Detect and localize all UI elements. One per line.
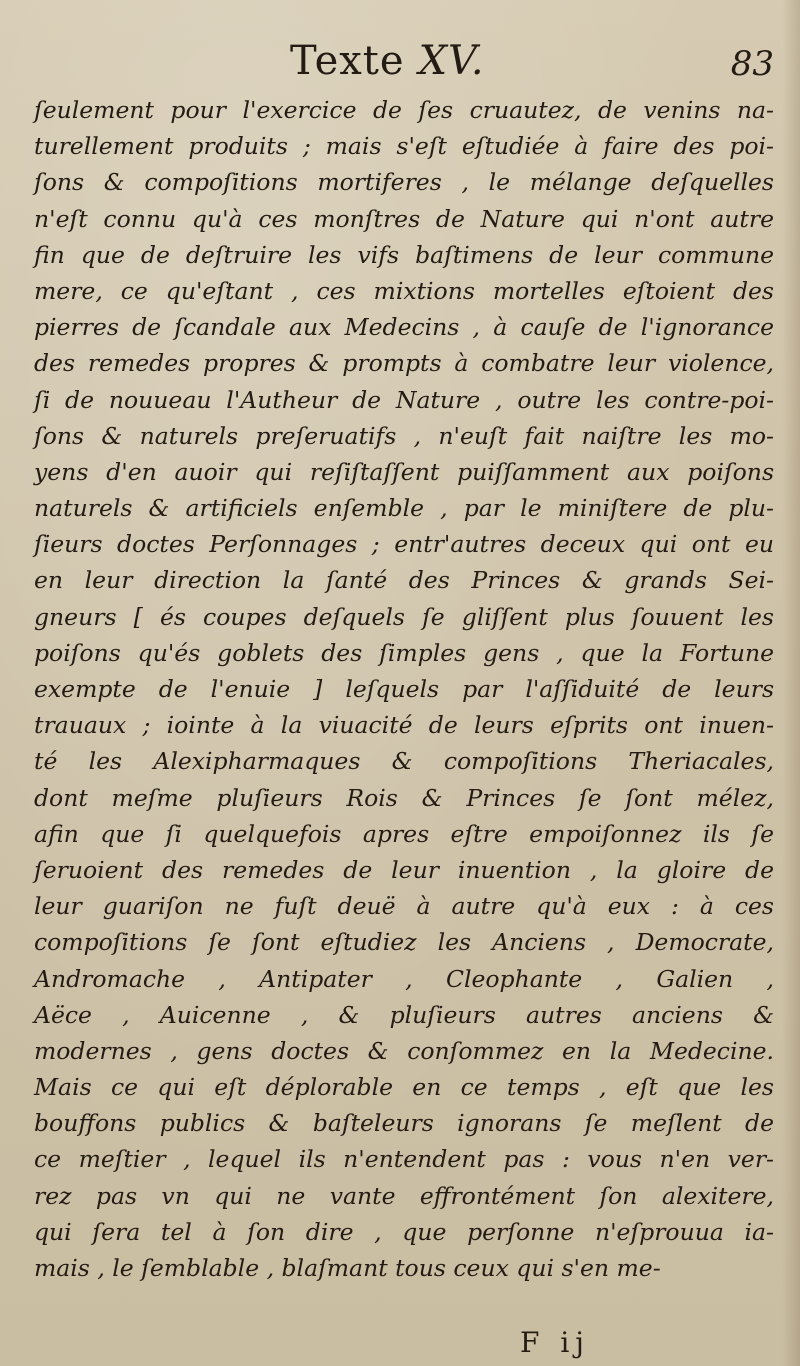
text-line: exempte de l'enuie ] leſquels par l'aſſiduité de leurs <box>34 675 774 703</box>
text-line: ſons & naturels preſeruatifs , n'euſt fait naiſtre les mo- <box>34 421 774 450</box>
text-line: naturels & artificiels enſemble , par le miniſtere de plu- <box>34 494 774 523</box>
text-line: ſeruoient des remedes de leur inuention , la gloire de <box>34 855 774 884</box>
text-line: mere, ce qu'eſtant , ces mixtions mortelles eſtoient des <box>34 276 774 305</box>
text-line: turellement produits ; mais s'eſt eſtudiée à faire des poi- <box>34 132 774 161</box>
text-line: des remedes propres & prompts à combatre leur violence, <box>34 349 774 378</box>
text-line: yens d'en auoir qui reſiſtaſſent puiſſamment aux poiſons <box>34 457 774 486</box>
signature-mark: F ij <box>520 1326 590 1359</box>
text-line: Mais ce qui eſt déplorable en ce temps , eſt que les <box>34 1073 774 1102</box>
text-line: dont meſme pluſieurs Rois & Princes ſe ſont mélez, <box>34 783 774 812</box>
text-line: Aëce , Auicenne , & pluſieurs autres anciens & <box>34 1000 774 1029</box>
text-line: afin que ſi quelquefois apres eſtre empoiſonnez ils ſe <box>34 819 774 848</box>
text-line: compoſitions ſe ſont eſtudiez les Anciens , Democrate, <box>34 928 774 957</box>
text-line: gneurs [ és coupes deſquels ſe gliſſent plus ſouuent les <box>34 602 774 631</box>
text-line: ſons & compoſitions mortiferes , le mélange deſquelles <box>34 168 774 197</box>
text-line: ſieurs doctes Perſonnages ; entr'autres deceux qui ont eu <box>34 530 774 559</box>
text-line: leur guariſon ne fuſt deuë à autre qu'à eux : à ces <box>34 892 774 921</box>
text-line: modernes , gens doctes & conſommez en la Medecine. <box>34 1036 774 1065</box>
text-line: ſeulement pour l'exercice de ſes cruautez, de venins na- <box>34 96 774 124</box>
text-line: Andromache , Antipater , Cleophante , Galien , <box>34 964 774 993</box>
text-line: té les Alexipharmaques & compoſitions Theriacales, <box>34 747 774 776</box>
text-line: fin que de deſtruire les vifs baſtimens de leur commune <box>34 240 774 269</box>
text-line: n'eſt connu qu'à ces monſtres de Nature qui n'ont autre <box>34 204 774 233</box>
page-number: 83 <box>730 44 774 84</box>
text-line: ce meſtier , lequel ils n'entendent pas : vous n'en ver- <box>34 1145 774 1174</box>
body-text <box>34 92 774 1286</box>
title-word: Texte <box>290 38 405 84</box>
text-line: pierres de ſcandale aux Medecins , à cauſe de l'ignorance <box>34 313 774 342</box>
text-line: mais , le ſemblable , blaſmant tous ceux qui s'en me- <box>34 1254 661 1282</box>
text-line: bouffons publics & baſteleurs ignorans ſe meſlent de <box>34 1109 774 1138</box>
running-head <box>0 38 800 94</box>
page-title <box>290 38 485 84</box>
text-line: qui ſera tel à ſon dire , que perſonne n'eſprouua ia- <box>34 1217 774 1246</box>
text-line: ſi de nouueau l'Autheur de Nature , outre les contre-poi- <box>34 385 774 414</box>
text-line: rez pas vn qui ne vante effrontément ſon alexitere, <box>34 1181 774 1210</box>
text-line: trauaux ; iointe à la viuacité de leurs eſprits ont inuen- <box>34 711 774 740</box>
title-numeral: XV. <box>418 38 485 84</box>
text-line: en leur direction la ſanté des Princes & grands Sei- <box>34 566 774 595</box>
text-line: poiſons qu'és goblets des ſimples gens , que la Fortune <box>34 638 774 667</box>
